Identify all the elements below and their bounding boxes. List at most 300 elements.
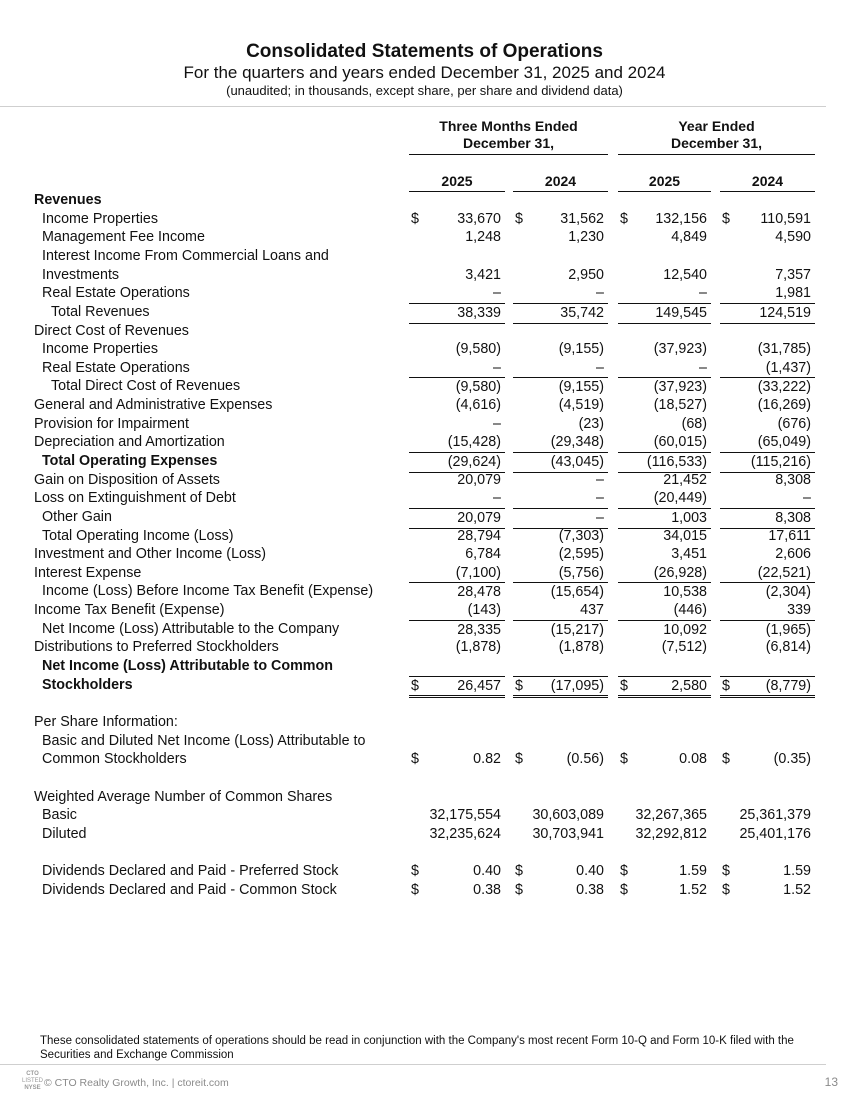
cell-value: – bbox=[699, 285, 707, 302]
value-cell bbox=[513, 582, 608, 602]
value-cell bbox=[618, 881, 711, 900]
value-cell bbox=[513, 825, 608, 844]
statement-row bbox=[34, 228, 816, 247]
statement-row bbox=[34, 564, 816, 583]
row-label-text: Total Operating Expenses bbox=[42, 452, 218, 469]
currency-symbol: $ bbox=[722, 881, 730, 898]
cell-value: (1,878) bbox=[558, 639, 604, 656]
value-cell bbox=[513, 396, 608, 415]
statement-row bbox=[34, 340, 816, 359]
row-label bbox=[42, 825, 87, 844]
row-label bbox=[34, 788, 332, 807]
cell-value: 31,562 bbox=[560, 210, 604, 227]
column-group-three-months-line1: Three Months Ended bbox=[439, 118, 578, 134]
row-label bbox=[42, 527, 234, 546]
value-cell bbox=[618, 228, 711, 247]
value-cell bbox=[409, 284, 505, 303]
statement-row bbox=[34, 210, 816, 229]
value-cell bbox=[409, 806, 505, 825]
cell-value: (60,015) bbox=[653, 434, 707, 451]
cell-value: (4,616) bbox=[455, 397, 501, 414]
cell-value: (676) bbox=[777, 415, 811, 432]
value-cell bbox=[618, 396, 711, 415]
column-group-year-line1: Year Ended bbox=[678, 118, 755, 134]
cell-value: 32,267,365 bbox=[635, 807, 707, 824]
column-year-header: 2025 bbox=[409, 173, 505, 192]
cell-value: 0.40 bbox=[473, 863, 501, 880]
row-label-text: Other Gain bbox=[42, 508, 112, 525]
cell-value: 0.40 bbox=[576, 863, 604, 880]
statement-units-note: (unaudited; in thousands, except share, per share and dividend data) bbox=[226, 83, 623, 98]
row-label bbox=[34, 471, 220, 490]
cell-value: (6,814) bbox=[765, 639, 811, 656]
value-cell bbox=[618, 303, 711, 324]
cell-value: (22,521) bbox=[757, 564, 811, 581]
cell-value: (1,965) bbox=[765, 621, 811, 638]
currency-symbol: $ bbox=[722, 863, 730, 880]
value-cell bbox=[409, 396, 505, 415]
cell-value: 1.59 bbox=[783, 863, 811, 880]
row-label-text: Interest Income From Commercial Loans and bbox=[42, 247, 329, 264]
currency-symbol: $ bbox=[411, 863, 419, 880]
value-cell bbox=[618, 489, 711, 508]
value-cell bbox=[720, 881, 815, 900]
cell-value: 32,175,554 bbox=[429, 807, 501, 824]
value-cell bbox=[618, 266, 711, 285]
statement-row bbox=[34, 638, 816, 657]
statement-row bbox=[34, 545, 816, 564]
row-label-text: Per Share Information: bbox=[34, 713, 178, 730]
value-cell bbox=[720, 433, 815, 452]
row-label-text: Management Fee Income bbox=[42, 229, 205, 246]
row-label-text: Net Income (Loss) Attributable to the Company bbox=[42, 620, 340, 637]
row-label-text: Common Stockholders bbox=[42, 751, 187, 768]
row-label-text: Dividends Declared and Paid - Preferred Stock bbox=[42, 863, 339, 880]
value-cell bbox=[409, 340, 505, 359]
cell-value: 3,421 bbox=[465, 266, 501, 283]
cell-value: 1,230 bbox=[568, 229, 604, 246]
cell-value: 32,292,812 bbox=[635, 825, 707, 842]
value-cell bbox=[720, 620, 815, 640]
row-label bbox=[42, 732, 365, 769]
statement-row bbox=[34, 322, 816, 341]
cell-value: 30,703,941 bbox=[532, 825, 604, 842]
cell-value: 339 bbox=[787, 602, 811, 619]
value-cell bbox=[409, 228, 505, 247]
currency-symbol: $ bbox=[722, 677, 730, 694]
cell-value: (16,269) bbox=[757, 397, 811, 414]
value-cell bbox=[409, 582, 505, 602]
row-label-text: Investment and Other Income (Loss) bbox=[34, 546, 267, 563]
value-cell bbox=[513, 508, 608, 529]
footer-divider bbox=[0, 1064, 826, 1065]
row-label-text: Investments bbox=[42, 266, 120, 283]
cell-value: (143) bbox=[467, 602, 501, 619]
column-year-header: 2024 bbox=[513, 173, 608, 192]
row-label-text: Weighted Average Number of Common Shares bbox=[34, 788, 333, 805]
value-cell bbox=[720, 340, 815, 359]
row-label bbox=[42, 862, 338, 881]
cell-value: – bbox=[493, 490, 501, 507]
value-cell bbox=[409, 433, 505, 452]
value-cell bbox=[720, 266, 815, 285]
spacer-row bbox=[34, 694, 816, 713]
row-label-text: Net Income (Loss) Attributable to Common bbox=[42, 658, 333, 675]
row-label bbox=[51, 377, 240, 396]
cell-value: (2,595) bbox=[558, 546, 604, 563]
row-label bbox=[34, 396, 272, 415]
cell-value: 1.52 bbox=[679, 881, 707, 898]
cell-value: (18,527) bbox=[653, 397, 707, 414]
value-cell bbox=[720, 210, 815, 229]
value-cell bbox=[618, 582, 711, 602]
column-group-three-months-line2: December 31, bbox=[462, 135, 555, 151]
row-label bbox=[34, 191, 102, 210]
cell-value: (31,785) bbox=[757, 341, 811, 358]
value-cell bbox=[409, 564, 505, 583]
cell-value: 149,545 bbox=[655, 304, 707, 321]
cell-value: 10,092 bbox=[663, 621, 707, 638]
value-cell bbox=[513, 266, 608, 285]
value-cell bbox=[618, 601, 711, 620]
cell-value: 12,540 bbox=[663, 266, 707, 283]
value-cell bbox=[409, 862, 505, 881]
statement-row bbox=[34, 396, 816, 415]
row-label-text: Revenues bbox=[34, 192, 102, 208]
cell-value: (5,756) bbox=[558, 564, 604, 581]
value-cell bbox=[513, 359, 608, 378]
value-cell bbox=[513, 377, 608, 397]
column-year-header: 2025 bbox=[618, 173, 711, 192]
statement-row bbox=[34, 862, 816, 881]
cell-value: (33,222) bbox=[757, 379, 811, 396]
value-cell bbox=[720, 527, 815, 546]
value-cell bbox=[513, 452, 608, 473]
row-label bbox=[42, 620, 339, 639]
cell-value: 10,538 bbox=[663, 584, 707, 601]
value-cell bbox=[618, 471, 711, 490]
currency-symbol: $ bbox=[411, 677, 419, 694]
cell-value: 2,580 bbox=[671, 677, 707, 694]
row-label-text: Real Estate Operations bbox=[42, 285, 190, 302]
footnote: These consolidated statements of operations should be read in conjunction with the Company's most recent Form 10-Q and Form 10-K filed with the Securities and Exchange Commission bbox=[40, 1035, 794, 1061]
cell-value: (116,533) bbox=[646, 453, 707, 470]
statement-row bbox=[34, 825, 816, 844]
row-label bbox=[34, 545, 266, 564]
value-cell bbox=[513, 564, 608, 583]
cell-value: 8,308 bbox=[775, 471, 811, 488]
value-cell bbox=[409, 377, 505, 397]
cell-value: (446) bbox=[673, 602, 707, 619]
column-group-year bbox=[618, 118, 815, 155]
cell-value: 132,156 bbox=[655, 210, 707, 227]
row-label-text: Diluted bbox=[42, 825, 87, 842]
cell-value: (9,580) bbox=[455, 341, 501, 358]
value-cell bbox=[409, 266, 505, 285]
statement-row bbox=[34, 247, 816, 284]
currency-symbol: $ bbox=[515, 863, 523, 880]
cell-value: (17,095) bbox=[550, 677, 604, 694]
cell-value: – bbox=[596, 285, 604, 302]
logo-text: CTO bbox=[26, 1071, 39, 1077]
value-cell bbox=[720, 284, 815, 303]
row-label bbox=[42, 657, 333, 694]
value-cell bbox=[513, 284, 608, 303]
value-cell bbox=[513, 545, 608, 564]
cell-value: 4,849 bbox=[671, 229, 707, 246]
cell-value: 38,339 bbox=[457, 304, 501, 321]
cell-value: (20,449) bbox=[653, 490, 707, 507]
currency-symbol: $ bbox=[515, 751, 523, 768]
cell-value: 25,361,379 bbox=[739, 807, 811, 824]
statement-row bbox=[34, 359, 816, 378]
value-cell bbox=[513, 340, 608, 359]
value-cell bbox=[720, 638, 815, 657]
value-cell bbox=[720, 452, 815, 473]
logo-text: LISTED bbox=[22, 1078, 44, 1084]
cell-value: – bbox=[803, 490, 811, 507]
value-cell bbox=[409, 452, 505, 473]
row-label bbox=[34, 415, 189, 434]
cell-value: 8,308 bbox=[775, 509, 811, 526]
row-label-text: General and Administrative Expenses bbox=[34, 397, 273, 414]
currency-symbol: $ bbox=[515, 677, 523, 694]
value-cell bbox=[720, 303, 815, 324]
value-cell bbox=[409, 750, 505, 769]
row-label bbox=[34, 564, 141, 583]
value-cell bbox=[409, 545, 505, 564]
cell-value: 28,794 bbox=[457, 527, 501, 544]
statement-row bbox=[34, 806, 816, 825]
cell-value: 4,590 bbox=[775, 229, 811, 246]
value-cell bbox=[513, 415, 608, 434]
cell-value: – bbox=[596, 509, 604, 526]
currency-symbol: $ bbox=[411, 751, 419, 768]
page-number: 13 bbox=[824, 1075, 838, 1089]
cell-value: 1,003 bbox=[671, 509, 707, 526]
statement-row bbox=[34, 377, 816, 396]
row-label-text: Income Properties bbox=[42, 341, 159, 358]
value-cell bbox=[720, 582, 815, 602]
cell-value: 32,235,624 bbox=[429, 825, 501, 842]
value-cell bbox=[618, 377, 711, 397]
cell-value: (1,878) bbox=[455, 639, 501, 656]
row-label bbox=[42, 452, 217, 471]
value-cell bbox=[618, 415, 711, 434]
currency-symbol: $ bbox=[620, 751, 628, 768]
row-label bbox=[42, 228, 205, 247]
value-cell bbox=[618, 564, 711, 583]
financial-statement-table bbox=[34, 191, 816, 899]
cell-value: – bbox=[596, 359, 604, 376]
value-cell bbox=[409, 210, 505, 229]
currency-symbol: $ bbox=[722, 210, 730, 227]
statement-row bbox=[34, 284, 816, 303]
cell-value: (15,217) bbox=[550, 621, 604, 638]
cell-value: (29,624) bbox=[447, 453, 501, 470]
cell-value: (9,155) bbox=[558, 379, 604, 396]
value-cell bbox=[409, 359, 505, 378]
currency-symbol: $ bbox=[620, 210, 628, 227]
statement-row bbox=[34, 657, 816, 694]
statement-row bbox=[34, 433, 816, 452]
statement-row bbox=[34, 191, 816, 210]
row-label bbox=[34, 713, 178, 732]
value-cell bbox=[720, 228, 815, 247]
value-cell bbox=[618, 340, 711, 359]
row-label-text: Income (Loss) Before Income Tax Benefit (Expense) bbox=[42, 583, 374, 600]
statement-row bbox=[34, 527, 816, 546]
row-label bbox=[34, 322, 189, 341]
cell-value: 437 bbox=[580, 602, 604, 619]
value-cell bbox=[618, 433, 711, 452]
value-cell bbox=[409, 303, 505, 324]
value-cell bbox=[720, 415, 815, 434]
statement-row bbox=[34, 788, 816, 807]
value-cell bbox=[720, 806, 815, 825]
spacer-row bbox=[34, 843, 816, 862]
column-year-header: 2024 bbox=[720, 173, 815, 192]
row-label bbox=[42, 806, 77, 825]
row-label-text: Depreciation and Amortization bbox=[34, 434, 225, 451]
value-cell bbox=[513, 527, 608, 546]
value-cell bbox=[720, 377, 815, 397]
cell-value: 26,457 bbox=[457, 677, 501, 694]
cell-value: (26,928) bbox=[653, 564, 707, 581]
cell-value: 0.82 bbox=[473, 751, 501, 768]
value-cell bbox=[409, 471, 505, 490]
header-divider bbox=[0, 106, 826, 107]
value-cell bbox=[513, 750, 608, 769]
value-cell bbox=[720, 508, 815, 529]
cell-value: (1,437) bbox=[765, 359, 811, 376]
row-label-text: Total Operating Income (Loss) bbox=[42, 527, 234, 544]
row-label-text: Loss on Extinguishment of Debt bbox=[34, 490, 236, 507]
currency-symbol: $ bbox=[620, 677, 628, 694]
cell-value: 20,079 bbox=[457, 509, 501, 526]
cell-value: (9,155) bbox=[558, 341, 604, 358]
row-label-text: Basic bbox=[42, 807, 77, 824]
value-cell bbox=[409, 508, 505, 529]
statement-row bbox=[34, 713, 816, 732]
cell-value: 17,611 bbox=[768, 527, 811, 544]
currency-symbol: $ bbox=[515, 881, 523, 898]
statement-row bbox=[34, 582, 816, 601]
cell-value: 1,248 bbox=[465, 229, 501, 246]
value-cell bbox=[618, 452, 711, 473]
cell-value: 20,079 bbox=[457, 471, 501, 488]
cell-value: 6,784 bbox=[465, 546, 501, 563]
value-cell bbox=[720, 825, 815, 844]
row-label-text: Provision for Impairment bbox=[34, 415, 189, 432]
value-cell bbox=[618, 527, 711, 546]
cell-value: 28,478 bbox=[457, 584, 501, 601]
value-cell bbox=[720, 359, 815, 378]
row-label-text: Distributions to Preferred Stockholders bbox=[34, 639, 279, 656]
cell-value: 1.59 bbox=[679, 863, 707, 880]
row-label-text: Interest Expense bbox=[34, 564, 142, 581]
row-label bbox=[42, 359, 190, 378]
cell-value: 33,670 bbox=[457, 210, 501, 227]
row-label bbox=[42, 582, 373, 601]
statement-row bbox=[34, 415, 816, 434]
row-label-text: Gain on Disposition of Assets bbox=[34, 471, 220, 488]
cell-value: (8,779) bbox=[765, 677, 811, 694]
cell-value: 34,015 bbox=[663, 527, 707, 544]
value-cell bbox=[513, 862, 608, 881]
cell-value: 2,606 bbox=[775, 546, 811, 563]
value-cell bbox=[618, 750, 711, 769]
cell-value: 25,401,176 bbox=[739, 825, 811, 842]
row-label-text: Income Tax Benefit (Expense) bbox=[34, 602, 225, 619]
statement-row bbox=[34, 881, 816, 900]
value-cell bbox=[720, 471, 815, 490]
value-cell bbox=[513, 806, 608, 825]
cell-value: (7,512) bbox=[661, 639, 707, 656]
row-label-text: Stockholders bbox=[42, 676, 133, 693]
currency-symbol: $ bbox=[722, 751, 730, 768]
cell-value: (29,348) bbox=[550, 434, 604, 451]
cell-value: (4,519) bbox=[558, 397, 604, 414]
cell-value: – bbox=[596, 471, 604, 488]
row-label bbox=[42, 284, 190, 303]
cell-value: 28,335 bbox=[457, 621, 501, 638]
column-group-year-line2: December 31, bbox=[670, 135, 763, 151]
statement-row bbox=[34, 620, 816, 639]
value-cell bbox=[513, 638, 608, 657]
logo-text: NYSE bbox=[24, 1085, 41, 1091]
value-cell bbox=[409, 415, 505, 434]
currency-symbol: $ bbox=[620, 863, 628, 880]
row-label bbox=[34, 601, 224, 620]
value-cell bbox=[618, 508, 711, 529]
value-cell bbox=[513, 620, 608, 640]
cell-value: 30,603,089 bbox=[532, 807, 604, 824]
cell-value: (0.56) bbox=[566, 751, 604, 768]
value-cell bbox=[618, 825, 711, 844]
row-label bbox=[42, 340, 158, 359]
value-cell bbox=[409, 527, 505, 546]
value-cell bbox=[513, 433, 608, 452]
cell-value: (9,580) bbox=[455, 379, 501, 396]
currency-symbol: $ bbox=[515, 210, 523, 227]
currency-symbol: $ bbox=[411, 881, 419, 898]
cell-value: 110,591 bbox=[760, 210, 811, 227]
value-cell bbox=[409, 620, 505, 640]
row-label-text: Total Direct Cost of Revenues bbox=[51, 378, 241, 395]
row-label bbox=[42, 210, 158, 229]
cell-value: 0.08 bbox=[679, 751, 707, 768]
row-label bbox=[42, 247, 329, 284]
column-group-three-months bbox=[409, 118, 608, 155]
cell-value: (37,923) bbox=[653, 341, 707, 358]
statement-title: Consolidated Statements of Operations bbox=[246, 41, 603, 62]
value-cell bbox=[618, 210, 711, 229]
value-cell bbox=[618, 806, 711, 825]
statement-row bbox=[34, 303, 816, 322]
cell-value: (23) bbox=[578, 415, 604, 432]
value-cell bbox=[513, 471, 608, 490]
spacer-row bbox=[34, 769, 816, 788]
value-cell bbox=[720, 396, 815, 415]
value-cell bbox=[513, 303, 608, 324]
row-label-text: Total Revenues bbox=[51, 303, 150, 320]
cto-nyse-logo bbox=[22, 1071, 43, 1092]
value-cell bbox=[618, 620, 711, 640]
statement-row bbox=[34, 601, 816, 620]
value-cell bbox=[618, 359, 711, 378]
statement-row bbox=[34, 732, 816, 769]
